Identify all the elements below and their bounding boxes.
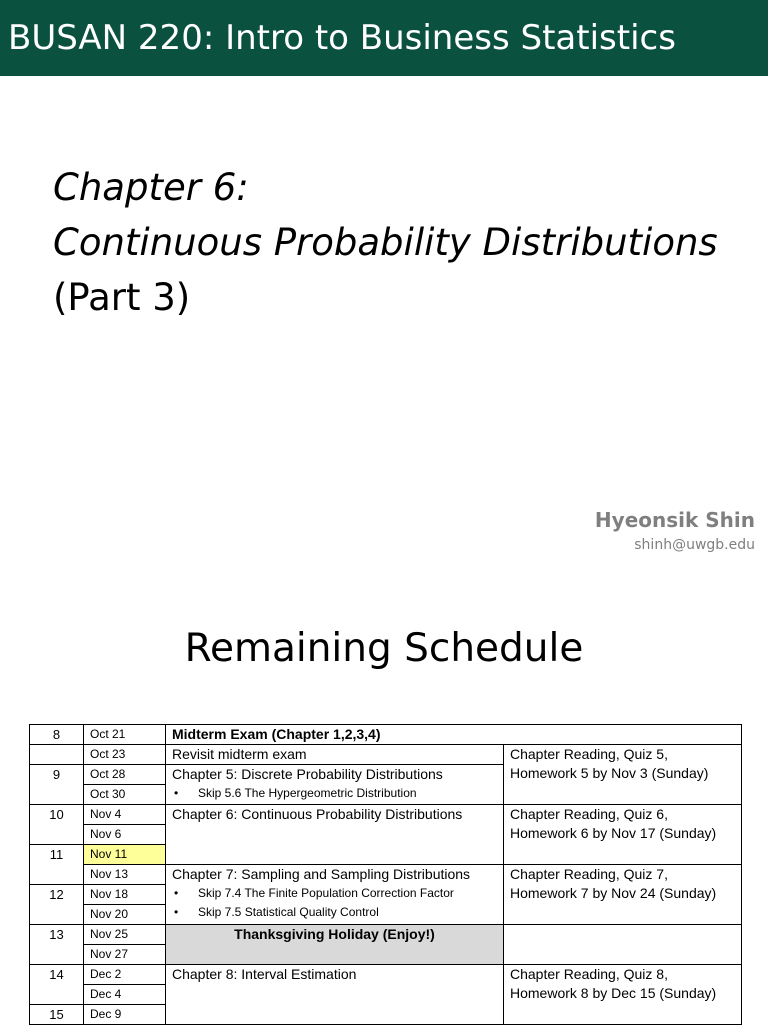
topic-line: Chapter 5: Discrete Probability Distributions <box>172 766 443 782</box>
author-name: Hyeonsik Shin <box>594 508 755 532</box>
course-title: BUSAN 220: Intro to Business Statistics <box>8 18 676 58</box>
table-row <box>30 725 742 745</box>
schedule-title: Remaining Schedule <box>184 626 584 671</box>
week-cell: 10 <box>30 805 84 845</box>
date-cell: Nov 18 <box>84 885 166 905</box>
skip-note: • Skip 5.6 The Hypergeometric Distribution <box>172 784 497 803</box>
week-cell <box>30 745 84 765</box>
date-cell: Dec 2 <box>84 965 166 985</box>
table-row <box>30 965 742 985</box>
homework-cell <box>504 925 742 965</box>
skip-note: • Skip 7.5 Statistical Quality Control <box>172 903 497 922</box>
homework-line: Chapter Reading, Quiz 6, <box>510 806 668 822</box>
date-cell: Nov 25 <box>84 925 166 945</box>
chapter-title-line-2: Continuous Probability Distributions <box>53 221 718 264</box>
week-cell: 15 <box>30 1005 84 1025</box>
chapter-title-line-3: (Part 3) <box>53 276 191 319</box>
header-bar <box>0 0 768 76</box>
week-cell: 11 <box>30 845 84 885</box>
table-row <box>30 865 742 885</box>
holiday-cell: Thanksgiving Holiday (Enjoy!) <box>166 925 504 965</box>
date-cell: Oct 28 <box>84 765 166 785</box>
date-cell: Nov 4 <box>84 805 166 825</box>
date-cell: Dec 4 <box>84 985 166 1005</box>
skip-note: • Skip 7.4 The Finite Population Correction Factor <box>172 884 497 903</box>
date-cell: Oct 21 <box>84 725 166 745</box>
table-row <box>30 805 742 825</box>
author-email: shinh@uwgb.edu <box>634 537 755 553</box>
week-cell: 9 <box>30 765 84 805</box>
topic-cell: Midterm Exam (Chapter 1,2,3,4) <box>166 725 742 745</box>
week-cell: 8 <box>30 725 84 745</box>
table-row <box>30 745 742 765</box>
date-cell: Oct 30 <box>84 785 166 805</box>
homework-cell <box>504 865 742 925</box>
homework-cell <box>504 965 742 1025</box>
topic-cell: Revisit midterm exam <box>166 745 504 765</box>
current-date-cell: Nov 11 <box>84 845 166 865</box>
week-cell: 13 <box>30 925 84 965</box>
topic-cell: Chapter 6: Continuous Probability Distributions <box>166 805 504 865</box>
topic-cell: Chapter 8: Interval Estimation <box>166 965 504 1025</box>
homework-line: Homework 6 by Nov 17 (Sunday) <box>510 825 717 841</box>
chapter-title <box>53 160 718 325</box>
homework-line: Homework 5 by Nov 3 (Sunday) <box>510 765 709 781</box>
date-cell: Dec 9 <box>84 1005 166 1025</box>
homework-line: Chapter Reading, Quiz 8, <box>510 966 668 982</box>
date-cell: Nov 13 <box>84 865 166 885</box>
week-cell: 12 <box>30 885 84 925</box>
date-cell: Nov 6 <box>84 825 166 845</box>
homework-line: Chapter Reading, Quiz 7, <box>510 866 668 882</box>
homework-line: Homework 7 by Nov 24 (Sunday) <box>510 885 717 901</box>
homework-cell <box>504 745 742 805</box>
homework-line: Chapter Reading, Quiz 5, <box>510 746 668 762</box>
table-row <box>30 925 742 945</box>
topic-cell <box>166 765 504 805</box>
homework-cell <box>504 805 742 865</box>
topic-cell <box>166 865 504 925</box>
date-cell: Nov 27 <box>84 945 166 965</box>
topic-line: Chapter 7: Sampling and Sampling Distributions <box>172 866 471 882</box>
schedule-table <box>29 724 742 1025</box>
homework-line: Homework 8 by Dec 15 (Sunday) <box>510 985 717 1001</box>
week-cell: 14 <box>30 965 84 1005</box>
date-cell: Nov 20 <box>84 905 166 925</box>
chapter-title-line-1: Chapter 6: <box>53 166 249 209</box>
date-cell: Oct 23 <box>84 745 166 765</box>
